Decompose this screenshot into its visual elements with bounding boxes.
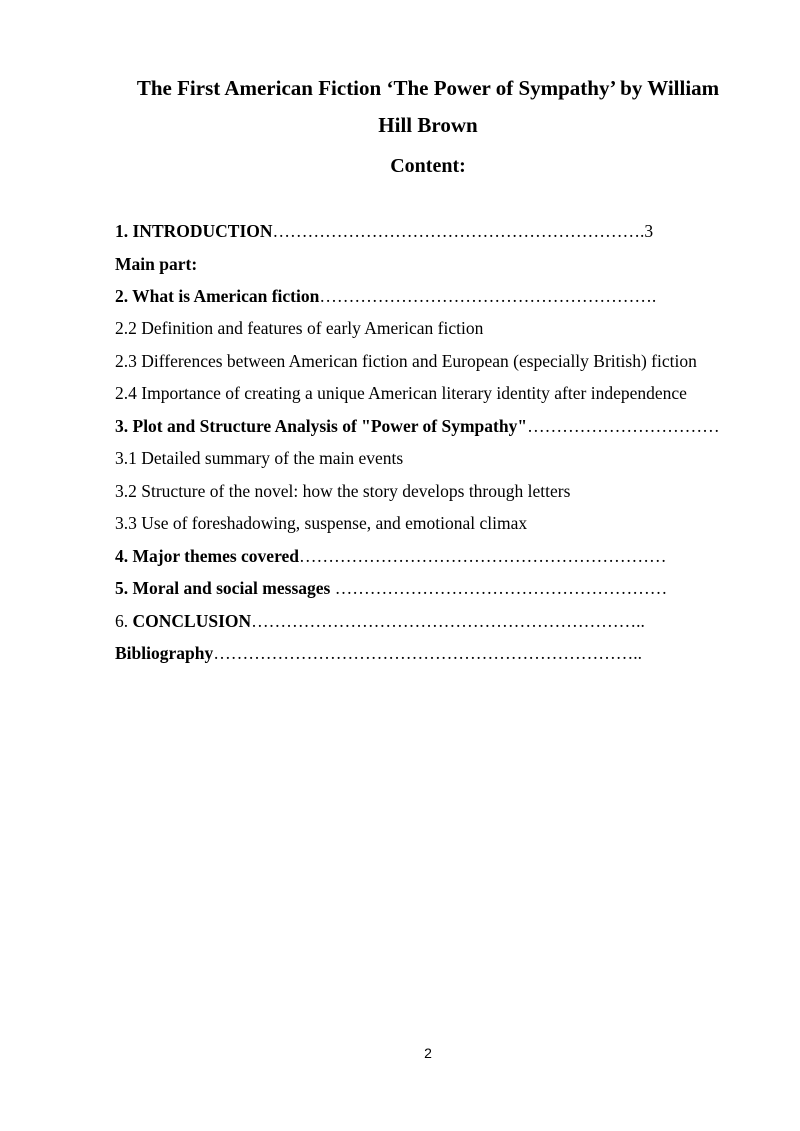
toc-entry-leader: ……………………………………………………….3 bbox=[272, 221, 654, 241]
toc-entry-leader: ……………………………………………………… bbox=[299, 546, 667, 566]
toc-entry-label: CONCLUSION bbox=[132, 611, 252, 631]
toc-entry-bibliography bbox=[115, 643, 642, 664]
toc-entry-label: 4. Major themes covered bbox=[115, 546, 300, 566]
toc-entry-label: 2. What is American fiction bbox=[115, 286, 320, 306]
document-title-line-1: The First American Fiction ‘The Power of Sympathy’ by William bbox=[136, 76, 720, 100]
toc-entry-label: 1. INTRODUCTION bbox=[115, 221, 273, 241]
toc-entry-leader: …………………………… bbox=[527, 416, 720, 436]
toc-entry-label: Bibliography bbox=[115, 643, 214, 663]
toc-entry-2-3 bbox=[115, 351, 697, 372]
toc-entry-3-2 bbox=[115, 481, 570, 502]
toc-entry-text: 3.3 Use of foreshadowing, suspense, and emotional climax bbox=[115, 513, 528, 533]
toc-entry-text: 2.2 Definition and features of early American fiction bbox=[115, 318, 484, 338]
toc-entry-main-part bbox=[115, 254, 197, 275]
toc-entry-2-4 bbox=[115, 383, 687, 404]
page-number: 2 bbox=[424, 1045, 432, 1061]
toc-entry-leader: ………………………………………………………….. bbox=[251, 611, 645, 631]
toc-entry-american-fiction bbox=[115, 286, 656, 307]
toc-entry-label: Main part: bbox=[115, 254, 198, 274]
toc-entry-introduction bbox=[115, 221, 653, 242]
toc-entry-conclusion bbox=[115, 611, 645, 632]
toc-entry-label: 5. Moral and social messages bbox=[115, 578, 335, 598]
content-heading: Content: bbox=[390, 155, 466, 177]
toc-entry-text: 2.4 Importance of creating a unique American literary identity after independence bbox=[115, 383, 687, 403]
toc-entry-text: 2.3 Differences between American fiction and European (especially British) fiction bbox=[115, 351, 697, 371]
toc-entry-3-3 bbox=[115, 513, 527, 534]
toc-entry-text: 3.2 Structure of the novel: how the story develops through letters bbox=[115, 481, 571, 501]
toc-entry-leader: …………………………………………………. bbox=[319, 286, 657, 306]
toc-entry-prefix: 6. bbox=[115, 611, 133, 631]
toc-entry-text: 3.1 Detailed summary of the main events bbox=[115, 448, 404, 468]
toc-entry-plot-structure bbox=[115, 416, 720, 437]
toc-entry-leader: ……………………………………………………………….. bbox=[213, 643, 642, 663]
toc-entry-3-1 bbox=[115, 448, 403, 469]
toc-entry-leader: ………………………………………………… bbox=[334, 578, 668, 598]
toc-entry-major-themes bbox=[115, 546, 667, 567]
toc-entry-label: 3. Plot and Structure Analysis of "Power of Sympathy" bbox=[115, 416, 528, 436]
toc-entry-moral-social bbox=[115, 578, 667, 599]
toc-entry-2-2 bbox=[115, 318, 483, 339]
document-title-line-2: Hill Brown bbox=[378, 113, 478, 137]
